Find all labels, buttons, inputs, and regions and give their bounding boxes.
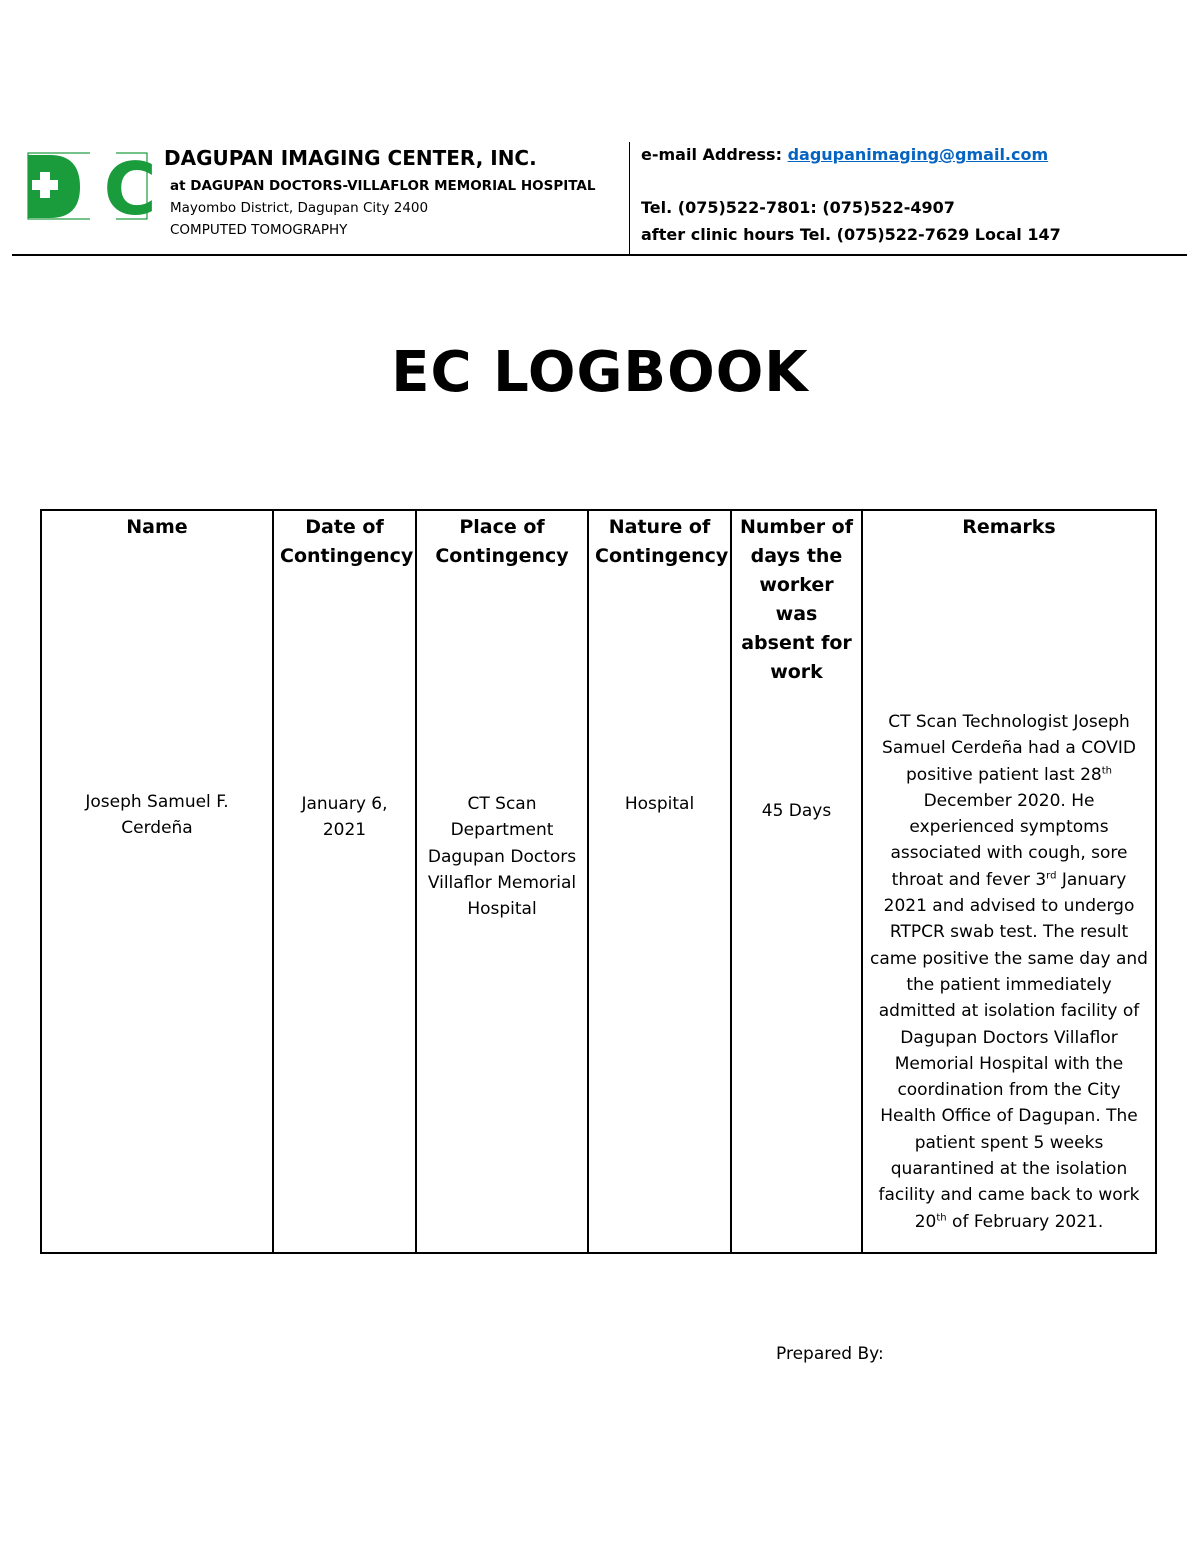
remarks-text-4: of February 2021. — [946, 1211, 1104, 1232]
remarks-text-3: January 2021 and advised to undergo RTPCR swab test. The result came positive the same day and the patient immediately admitted at isolation facility of Dagupan Doctors Villaflor Memorial Hospital with the coordination from the City Health Office of Dagupan. The patient spent 5 weeks quarantined at the isolation facility and came back to work 20 — [870, 869, 1148, 1232]
remarks-text-2: December 2020. He experienced symptoms associated with cough, sore throat and fever 3 — [890, 790, 1128, 890]
header-rule — [12, 254, 1187, 256]
svg-text:C: C — [103, 152, 157, 222]
hospital-location: at DAGUPAN DOCTORS-VILLAFLOR MEMORIAL HOSPITAL — [170, 178, 596, 194]
cell-days-absent: 45 Days — [731, 689, 862, 1253]
email-line — [641, 145, 1048, 164]
email-link[interactable]: dagupanimaging@gmail.com — [787, 145, 1049, 164]
header-remarks: Remarks — [862, 510, 1156, 689]
email-label: e-mail Address: — [641, 145, 782, 164]
after-hours-line: after clinic hours Tel. (075)522-7629 Local 147 — [641, 225, 1061, 244]
cell-remarks — [862, 689, 1156, 1253]
department-line: COMPUTED TOMOGRAPHY — [170, 222, 348, 238]
logbook-table — [40, 509, 1157, 1254]
table-row — [41, 689, 1156, 1253]
cell-date: January 6, 2021 — [273, 689, 416, 1253]
cell-place: CT Scan Department Dagupan Doctors Villaflor Memorial Hospital — [416, 689, 588, 1253]
header-divider — [629, 142, 630, 255]
header-place: Place of Contingency — [416, 510, 588, 689]
prepared-by-label: Prepared By: — [776, 1344, 884, 1364]
address-line: Mayombo District, Dagupan City 2400 — [170, 200, 429, 216]
header-days-absent: Number of days the worker was absent for work — [731, 510, 862, 689]
header-nature: Nature of Contingency — [588, 510, 731, 689]
dc-logo-icon — [26, 152, 158, 222]
remarks-text-1: CT Scan Technologist Joseph Samuel Cerdeña had a COVID positive patient last 28 — [882, 712, 1136, 785]
table-header-row — [41, 510, 1156, 689]
telephone-line: Tel. (075)522-7801: (075)522-4907 — [641, 198, 955, 217]
header-date: Date of Contingency — [273, 510, 416, 689]
page-title: EC LOGBOOK — [391, 340, 809, 405]
organization-name: DAGUPAN IMAGING CENTER, INC. — [164, 146, 537, 170]
remarks-superscript-2: rd — [1046, 870, 1057, 882]
remarks-superscript-1: th — [1101, 764, 1112, 776]
remarks-superscript-3: th — [936, 1211, 947, 1223]
cell-nature: Hospital — [588, 689, 731, 1253]
cell-name: Joseph Samuel F. Cerdeña — [41, 689, 273, 1253]
company-logo — [26, 152, 158, 222]
header-name: Name — [41, 510, 273, 689]
